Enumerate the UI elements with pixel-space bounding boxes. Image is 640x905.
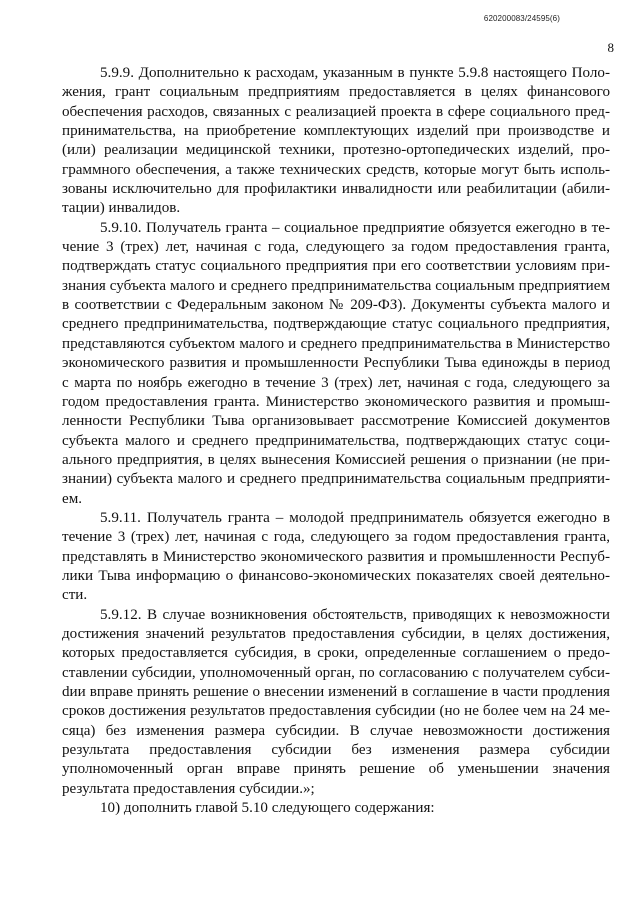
paragraph-5-9-9: 5.9.9. Дополнительно к расходам, указанным в пункте 5.9.8 настоящего Положения, грант социальным предприятиям предоставляется в целях финансового обеспечения расходов, связанных с реализацией проекта в сфере социального предпринимательства, на приобретение комплектующих изделий при производстве и (или) реализации медицинской техники, протезно-ортопедических изделий, программного обеспечения, а также технических средств, которые могут быть использованы исключительно для профилактики инвалидности или реабилитации (абилитации) инвалидов. xyxy=(62,65,610,217)
document-id: 620200083/24595(6) xyxy=(483,14,560,23)
paragraph-5-9-10: 5.9.10. Получатель гранта – социальное предприятие обязуется ежегодно в течение 3 (трех) лет, начиная с года, следующего за годом предоставления гранта, подтверждать статус социального предприятия при его соответствии условиям признания субъекта малого и среднего предпринимательства социальным предприятием в соответствии с Федеральным законом № 209-ФЗ). Документы субъекта малого и среднего предпринимательства, подтверждающие статус социального предприятия, представляются субъектом малого и среднего предпринимательства в Министерство экономического развития и промышленности Республики Тыва единожды в период с марта по ноябрь ежегодно в течение 3 (трех) лет, начиная с года, следующего за годом предоставления гранта. Министерство экономического развития и промышленности Республики Тыва организовывает рассмотрение Комиссией документов субъекта малого и среднего предпринимательства, подтверждающих статус социального предприятия, в целях вынесения Комиссией решения о признании (не признании) субъекта малого и среднего предпринимательства социальным предприятием. xyxy=(62,219,610,507)
page-number: 8 xyxy=(607,40,614,55)
document-body xyxy=(62,64,610,818)
paragraph-item-10: 10) дополнить главой 5.10 следующего содержания: xyxy=(100,800,435,817)
paragraph-5-9-12: 5.9.12. В случае возникновения обстоятельств, приводящих к невозможности достижения значений результатов предоставления субсидии, в целях достижения, которых предоставляется субсидия, в сроки, определенные соглашением о предоставлении субсидии, уполномоченный орган, по согласованию с получателем субсиdии вправе принять решение о внесении изменений в соглашение в части продления сроков достижения результатов предоставления субсидии (но не более чем на 24 месяца) без изменения размера субсидии. В случае невозможности достижения результата предоставления субсидии без изменения размера субсидии уполномоченный орган вправе принять решение об уменьшении значения результата предоставления субсидии.»; xyxy=(62,606,610,797)
paragraph-5-9-11: 5.9.11. Получатель гранта – молодой предприниматель обязуется ежегодно в течение 3 (трех) лет, начиная с года, следующего за годом предоставления гранта, представлять в Министерство экономического развития и промышленности Республики Тыва информацию о финансово-экономических показателях своей деятельности. xyxy=(62,509,610,604)
